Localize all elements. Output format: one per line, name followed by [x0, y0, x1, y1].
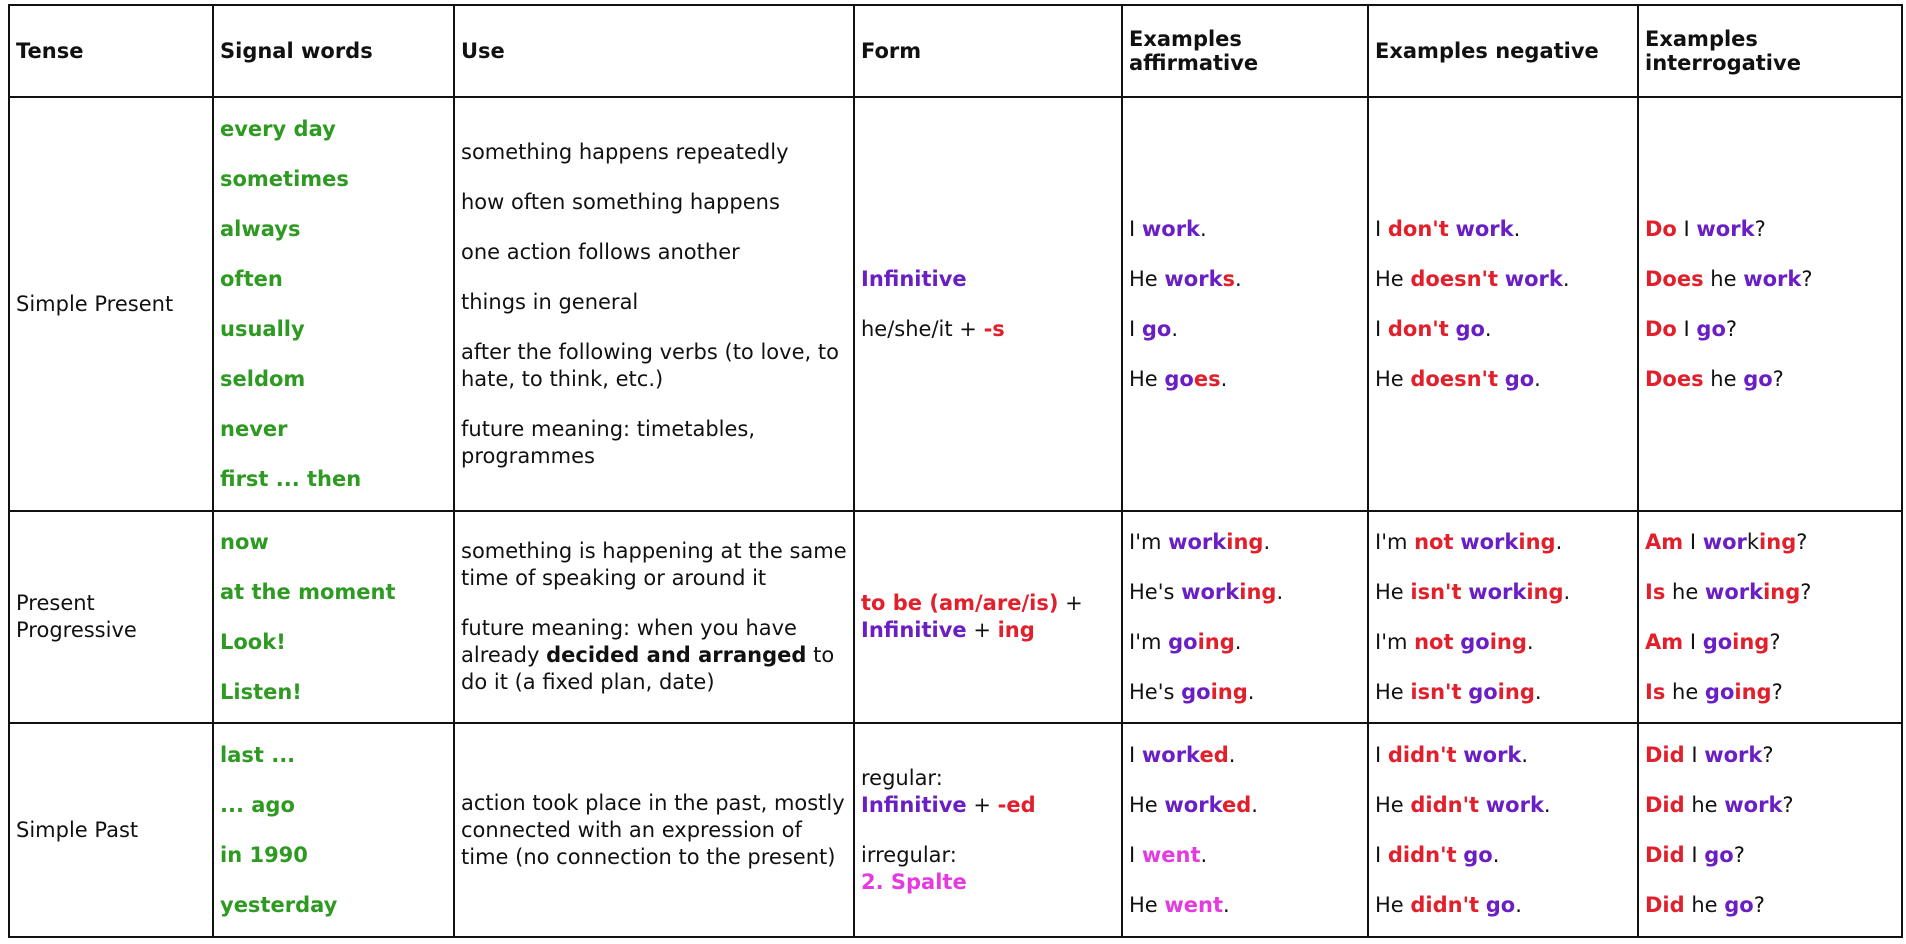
examples-negative-cell: [1368, 723, 1638, 937]
header-tense: Tense: [9, 5, 213, 97]
header-use: Use: [454, 5, 854, 97]
example-sentence: He isn't working.: [1375, 579, 1571, 604]
example-sentence: Am I going?: [1645, 629, 1781, 654]
form-infinitive: Infinitive: [861, 792, 967, 817]
table-row-simple-past: [9, 723, 1902, 937]
example-sentence: He isn't going.: [1375, 679, 1542, 704]
example-sentence: I didn't go.: [1375, 842, 1500, 867]
example-sentence: He works.: [1129, 266, 1242, 291]
example-sentence: He didn't work.: [1375, 792, 1551, 817]
tense-name: Present Progressive: [9, 511, 213, 723]
form-to-be: to be (am/are/is): [861, 591, 1059, 615]
example-sentence: I'm going.: [1129, 629, 1242, 654]
examples-affirmative-cell: [1122, 723, 1368, 937]
signal-word: first ... then: [220, 466, 362, 491]
example-sentence: Did I go?: [1645, 842, 1745, 867]
example-sentence: He doesn't work.: [1375, 266, 1570, 291]
use-item: action took place in the past, mostly connected with an expression of time (no connection to the present): [461, 790, 845, 869]
example-sentence: I don't go.: [1375, 316, 1492, 341]
example-sentence: He worked.: [1129, 792, 1258, 817]
header-signal-words: Signal words: [213, 5, 454, 97]
example-sentence: He didn't go.: [1375, 892, 1522, 917]
tenses-table: [8, 4, 1903, 938]
signal-word: usually: [220, 316, 305, 341]
examples-interrogative-cell: [1638, 97, 1902, 511]
form-ending: ing: [997, 618, 1035, 642]
example-sentence: Did he go?: [1645, 892, 1765, 917]
form-ending: -s: [983, 316, 1005, 341]
example-sentence: He goes.: [1129, 366, 1228, 391]
form-irregular-label: irregular:: [861, 842, 957, 867]
table-row-simple-present: [9, 97, 1902, 511]
use-item: something happens repeatedly: [461, 139, 789, 164]
example-sentence: Do I go?: [1645, 316, 1738, 341]
use-item: future meaning: when you have already decided and arranged to do it (a fixed plan, date): [461, 616, 835, 694]
examples-interrogative-cell: [1638, 511, 1902, 723]
signal-word: in 1990: [220, 842, 308, 867]
use-cell: [454, 511, 854, 723]
table-row-present-progressive: [9, 511, 1902, 723]
example-sentence: Does he work?: [1645, 266, 1813, 291]
header-examples-negative: Examples negative: [1368, 5, 1638, 97]
example-sentence: Is he going?: [1645, 679, 1783, 704]
example-sentence: Is he working?: [1645, 579, 1812, 604]
example-sentence: I don't work.: [1375, 216, 1521, 241]
examples-negative-cell: [1368, 511, 1638, 723]
header-form: Form: [854, 5, 1122, 97]
form-regular-label: regular:: [861, 765, 943, 790]
header-row: [9, 5, 1902, 97]
use-cell: [454, 723, 854, 937]
use-item: things in general: [461, 289, 639, 314]
example-sentence: I didn't work.: [1375, 742, 1529, 767]
signal-words-cell: [213, 723, 454, 937]
signal-word: sometimes: [220, 166, 349, 191]
example-sentence: Did he work?: [1645, 792, 1794, 817]
example-sentence: He's working.: [1129, 579, 1284, 604]
example-sentence: Does he go?: [1645, 366, 1784, 391]
use-cell: [454, 97, 854, 511]
form-cell: to be (am/are/is) + Infinitive + ing: [854, 511, 1122, 723]
use-item: something is happening at the same time of speaking or around it: [461, 539, 847, 590]
form-cell: [854, 97, 1122, 511]
example-sentence: I went.: [1129, 842, 1208, 867]
signal-word: at the moment: [220, 579, 396, 604]
signal-word: yesterday: [220, 892, 338, 917]
signal-word: last ...: [220, 742, 296, 767]
form-ending: -ed: [997, 792, 1036, 817]
signal-word: never: [220, 416, 288, 441]
examples-affirmative-cell: [1122, 97, 1368, 511]
examples-interrogative-cell: [1638, 723, 1902, 937]
example-sentence: He's going.: [1129, 679, 1255, 704]
example-sentence: I worked.: [1129, 742, 1236, 767]
tense-name: Simple Present: [9, 97, 213, 511]
header-examples-interrogative: Examples interrogative: [1638, 5, 1902, 97]
use-item: one action follows another: [461, 239, 740, 264]
use-item: after the following verbs (to love, to hate, to think, etc.): [461, 339, 839, 391]
signal-word: always: [220, 216, 301, 241]
signal-word: Listen!: [220, 679, 302, 704]
signal-word: now: [220, 529, 269, 554]
signal-words-cell: [213, 97, 454, 511]
example-sentence: Am I working?: [1645, 529, 1808, 554]
example-sentence: I'm not going.: [1375, 629, 1534, 654]
example-sentence: He doesn't go.: [1375, 366, 1541, 391]
header-examples-affirmative: Examples affirmative: [1122, 5, 1368, 97]
example-sentence: I go.: [1129, 316, 1179, 341]
signal-words-cell: [213, 511, 454, 723]
use-item: how often something happens: [461, 189, 780, 214]
form-infinitive: Infinitive: [861, 266, 967, 291]
example-sentence: Did I work?: [1645, 742, 1774, 767]
form-spalte: 2. Spalte: [861, 869, 967, 894]
signal-word: ... ago: [220, 792, 295, 817]
signal-word: often: [220, 266, 283, 291]
form-infinitive: Infinitive: [861, 618, 967, 642]
form-subject: he/she/it +: [861, 316, 984, 341]
examples-affirmative-cell: [1122, 511, 1368, 723]
example-sentence: I'm working.: [1129, 529, 1271, 554]
example-sentence: Do I work?: [1645, 216, 1766, 241]
signal-word: seldom: [220, 366, 306, 391]
form-cell: regular: Infinitive + -ed irregular: 2. Spalte: [854, 723, 1122, 937]
signal-word: every day: [220, 116, 336, 141]
examples-negative-cell: [1368, 97, 1638, 511]
example-sentence: He went.: [1129, 892, 1230, 917]
example-sentence: I work.: [1129, 216, 1207, 241]
use-item: future meaning: timetables, programmes: [461, 416, 756, 468]
tense-name: Simple Past: [9, 723, 213, 937]
example-sentence: I'm not working.: [1375, 529, 1563, 554]
signal-word: Look!: [220, 629, 286, 654]
